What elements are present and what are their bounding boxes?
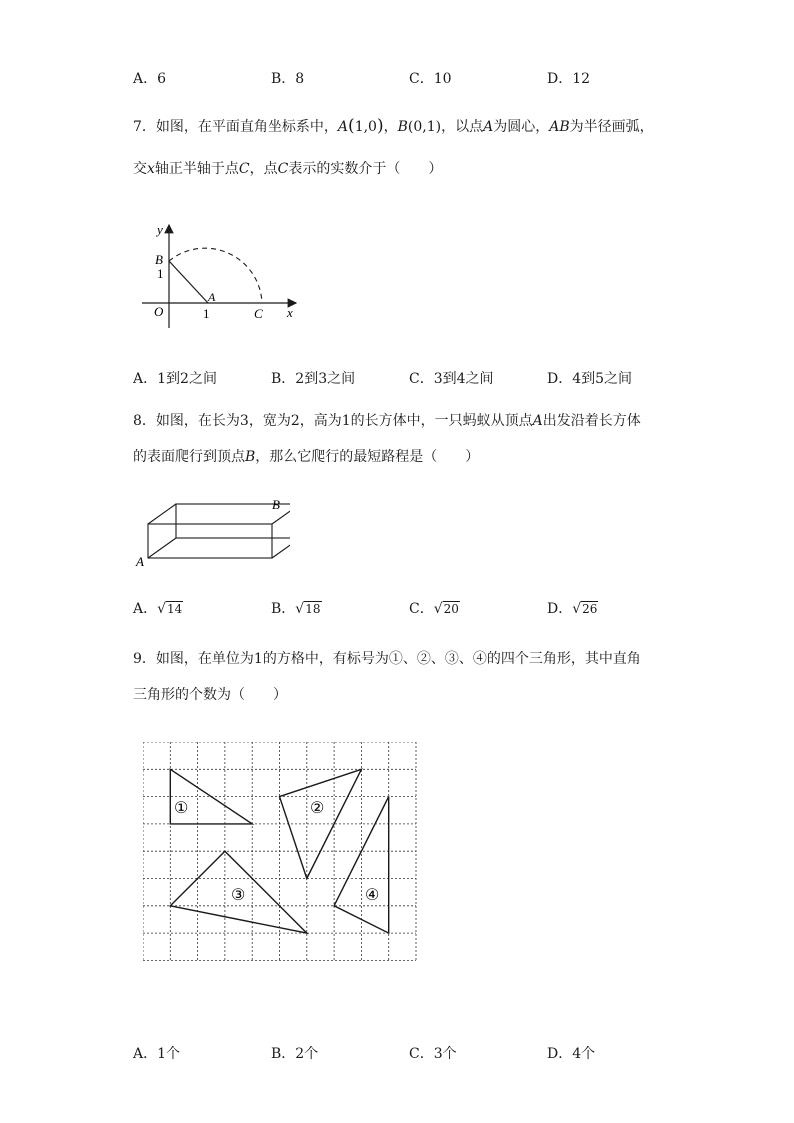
q9-stem-line2: [133, 685, 673, 705]
q8-option-c: [409, 598, 460, 618]
triangle-4: [334, 797, 389, 934]
q6-option-d: [547, 68, 590, 88]
coordinate: 1,0: [354, 119, 377, 135]
text: ，点: [249, 161, 278, 177]
label-y: y: [157, 222, 163, 237]
text: 的表面爬行到顶点: [133, 449, 245, 465]
label-c: C: [254, 306, 263, 321]
label-triangle-2: ②: [310, 800, 325, 817]
label-a: A: [136, 554, 144, 569]
text: 为半径画弧，: [569, 119, 654, 135]
point-label: A: [483, 119, 494, 135]
radicand: 18: [305, 602, 321, 616]
option-letter: A．: [133, 601, 158, 617]
option-letter: B．: [271, 601, 296, 617]
option-text: 3个: [433, 1046, 457, 1062]
label-o: O: [154, 304, 164, 319]
option-letter: D．: [547, 1046, 573, 1062]
option-letter: D．: [547, 601, 573, 617]
label-1-y: 1: [157, 266, 164, 281]
sqrt-symbol: √14: [157, 601, 183, 617]
radicand: 20: [443, 602, 459, 616]
text: 交: [133, 161, 147, 177]
option-text: 4到5之间: [572, 371, 633, 387]
label-triangle-4: ④: [365, 887, 380, 904]
option-letter: D．: [547, 71, 573, 87]
q8-option-b: [271, 598, 322, 618]
q9-option-a: [133, 1043, 180, 1063]
option-letter: C．: [409, 71, 434, 87]
sqrt-symbol: √26: [572, 601, 598, 617]
radicand: 14: [167, 602, 183, 616]
point-label: C: [238, 161, 250, 177]
label-b: B: [155, 252, 163, 267]
option-text: 1个: [157, 1046, 181, 1062]
point-label: A: [532, 413, 543, 429]
label-x: x: [287, 305, 293, 320]
q7-option-a: [133, 368, 217, 388]
q9-option-b: [271, 1043, 318, 1063]
q6-option-c: [409, 68, 452, 88]
text: 表示的实数介于（ ）: [288, 161, 443, 177]
q9-grid-figure: [143, 742, 419, 964]
option-letter: B．: [271, 71, 296, 87]
text: 三角形的个数为（ ）: [133, 687, 287, 703]
text: ，那么它爬行的最短路程是（ ）: [255, 449, 480, 465]
q9-option-c: [409, 1043, 457, 1063]
segment-ab: [169, 261, 208, 303]
text: 为圆心，: [493, 119, 550, 135]
point-label: A: [337, 119, 349, 135]
q8-stem-line2: [133, 447, 673, 467]
option-text: 6: [157, 71, 167, 87]
text: ，: [383, 119, 398, 135]
q8-cuboid-figure: [130, 494, 290, 570]
option-letter: C．: [409, 371, 434, 387]
q7-option-b: [271, 368, 355, 388]
option-text: 12: [572, 71, 591, 87]
q6-option-b: [271, 68, 304, 88]
option-letter: C．: [409, 1046, 434, 1062]
option-letter: A．: [133, 371, 158, 387]
q9-stem-line1: [133, 649, 673, 669]
text: 7．如图，在平面直角坐标系中，: [133, 119, 338, 135]
q7-option-d: [547, 368, 632, 388]
q9-option-d: [547, 1043, 595, 1063]
option-text: 1到2之间: [157, 371, 217, 387]
segment-label: AB: [549, 119, 570, 135]
point-label: C: [277, 161, 289, 177]
option-letter: D．: [547, 371, 573, 387]
q7-stem-line1: 7．如图，在平面直角坐标系中，A(1,0)，B(0,1)，以点A为圆心，AB为半径画弧，: [133, 116, 654, 136]
text: 8．如图，在长为3，宽为2，高为1的长方体中，一只蚂蚁从顶点: [133, 413, 533, 429]
label-1-x: 1: [203, 306, 210, 321]
option-text: 4个: [572, 1046, 596, 1062]
q7-coordinate-figure: [130, 215, 310, 335]
radicand: 26: [582, 602, 598, 616]
label-triangle-3: ③: [231, 887, 246, 904]
option-letter: C．: [409, 601, 434, 617]
q6-option-a: [133, 68, 166, 88]
sqrt-symbol: √20: [433, 601, 459, 617]
label-a: A: [208, 290, 216, 304]
option-text: 2到3之间: [295, 371, 356, 387]
q8-option-d: [547, 598, 598, 618]
q8-option-a: [133, 598, 183, 618]
option-letter: A．: [133, 71, 158, 87]
option-text: 2个: [295, 1046, 319, 1062]
option-letter: B．: [271, 371, 296, 387]
coordinate: 0,1: [413, 119, 436, 135]
label-triangle-1: ①: [174, 800, 189, 817]
text: 出发沿着长方体: [542, 413, 641, 429]
text: ，以点: [441, 119, 484, 135]
axis-label: x: [147, 161, 155, 177]
option-text: 3到4之间: [433, 371, 494, 387]
q8-stem-line1: [133, 411, 673, 431]
text: 轴正半轴于点: [154, 161, 239, 177]
point-label: B: [245, 449, 256, 465]
label-b: B: [272, 497, 280, 512]
front-face: [148, 524, 272, 558]
q7-option-c: [409, 368, 494, 388]
option-letter: B．: [271, 1046, 296, 1062]
option-text: 10: [433, 71, 452, 87]
text: 9．如图，在单位为1的方格中，有标号为①、②、③、④的四个三角形，其中直角: [133, 651, 641, 667]
option-text: 8: [295, 71, 305, 87]
option-letter: A．: [133, 1046, 158, 1062]
q7-stem-line2: [133, 159, 673, 179]
point-label: B: [397, 119, 408, 135]
sqrt-symbol: √18: [295, 601, 321, 617]
